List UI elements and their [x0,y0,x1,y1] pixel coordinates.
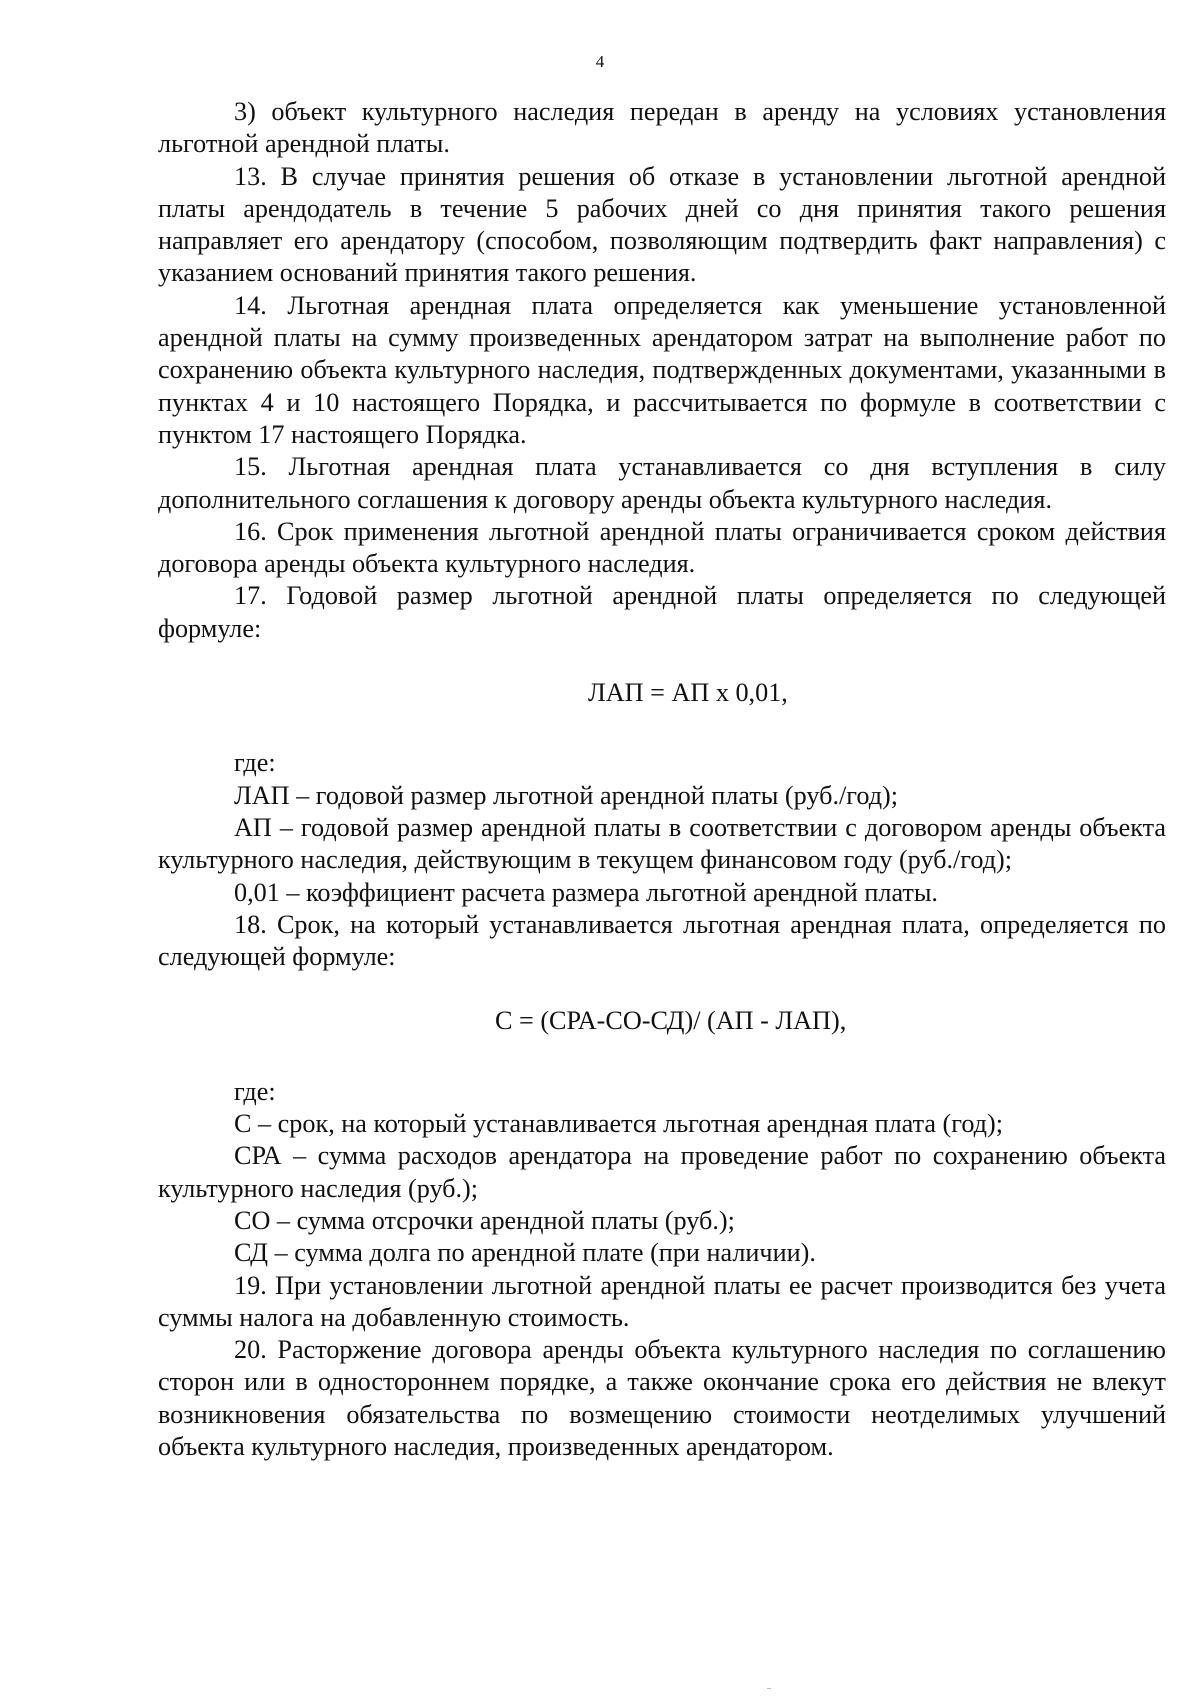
where-label-1: где: [234,748,276,778]
document-body [158,96,1166,1463]
where-label-2: где: [234,1076,276,1106]
paragraph-19: 19. При установлении льготной арендной платы ее расчет производится без учета суммы налога на добавленную стоимость. [158,1270,1166,1332]
paragraph-17: 17. Годовой размер льготной арендной платы определяется по следующей формуле: [158,581,1166,643]
paragraph-18: 18. Срок, на который устанавливается льготная арендная плата, определяется по следующей формуле: [158,909,1166,972]
formula-lap: ЛАП = АП х 0,01, [588,678,788,708]
paragraph-14: 14. Льготная арендная плата определяется как уменьшение установленной арендной платы на сумму произведенных арендатором затрат на выполнение работ по сохранению объекта культурного наследия, подтвержденных документами, указанными в пунктах 4 и 10 настоящего Порядка, и рассчитывается по формуле в соответствии с пунктом 17 настоящего Порядка. [158,290,1166,449]
paragraph-13: 13. В случае принятия решения об отказе в установлении льготной арендной платы арендодатель в течение 5 рабочих дней со дня принятия такого решения направляет его арендатору (способом, позволяющим подтвердить факт направления) с указанием оснований принятия такого решения. [158,161,1166,288]
definition-coefficient: 0,01 – коэффициент расчета размера льготной арендной платы. [234,877,938,907]
definition-lap: ЛАП – годовой размер льготной арендной платы (руб./год); [234,780,899,810]
definition-cra: СРА – сумма расходов арендатора на проведение работ по сохранению объекта культурного наследия (руб.); [158,1141,1166,1203]
paragraph-20: 20. Расторжение договора аренды объекта культурного наследия по соглашению сторон или в одностороннем порядке, а также окончание срока его действия не влекут возникновения обязательства по возмещению стоимости неотделимых улучшений объекта культурного наследия, произведенных арендатором. [158,1335,1166,1461]
formula-term: С = (СРА-СО-СД)/ (АП - ЛАП), [495,1006,847,1036]
paragraph-15: 15. Льготная арендная плата устанавливается со дня вступления в силу дополнительного соглашения к договору аренды объекта культурного наследия. [158,452,1166,514]
paragraph-3: 3) объект культурного наследия передан в аренду на условиях установления льготной арендной платы. [158,97,1166,159]
definition-c: С – срок, на который устанавливается льготная арендная плата (год); [234,1109,1003,1139]
paragraph-16: 16. Срок применения льготной арендной платы ограничивается сроком действия договора аренды объекта культурного наследия. [158,516,1166,579]
page-number: 4 [595,52,605,71]
scan-dot [767,1688,771,1689]
definition-cd: СД – сумма долга по арендной плате (при наличии). [234,1238,816,1268]
definition-ap: АП – годовой размер арендной платы в соответствии с договором аренды объекта культурного наследия, действующим в текущем финансовом году (руб./год); [158,812,1166,875]
definition-co: СО – сумма отсрочки арендной платы (руб.); [234,1205,735,1235]
